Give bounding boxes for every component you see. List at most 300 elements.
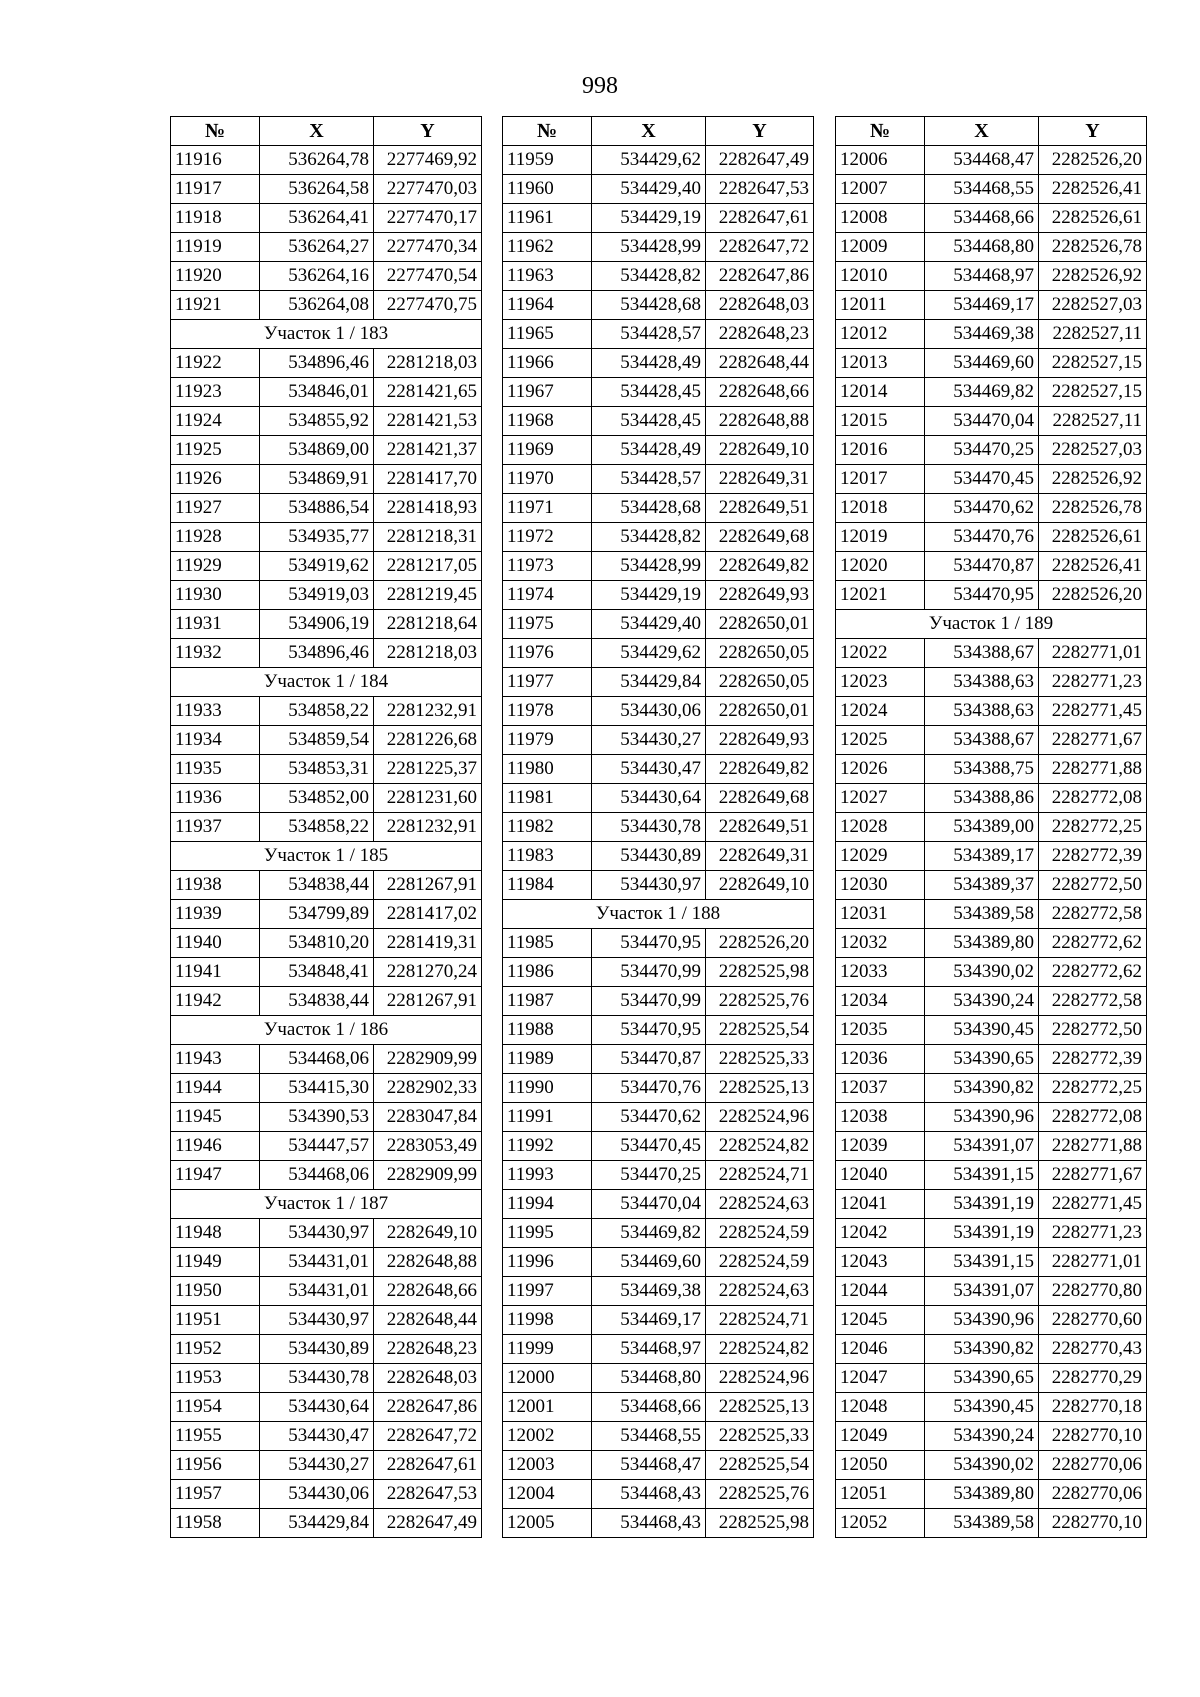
point-number: 12011 [836,291,925,320]
x-coordinate: 534390,96 [925,1103,1039,1132]
x-coordinate: 534430,89 [260,1335,374,1364]
y-coordinate: 2282649,93 [706,726,814,755]
point-number: 11986 [503,958,592,987]
y-coordinate: 2282648,03 [706,291,814,320]
point-number: 11940 [171,929,260,958]
x-coordinate: 536264,27 [260,233,374,262]
table-row [836,320,1147,349]
y-coordinate: 2277470,03 [374,175,482,204]
point-number: 11939 [171,900,260,929]
x-coordinate: 534389,80 [925,1480,1039,1509]
y-coordinate: 2282526,20 [706,929,814,958]
table-row [503,1393,814,1422]
table-row [503,1364,814,1393]
y-coordinate: 2282648,66 [374,1277,482,1306]
coordinates-table-2 [502,116,814,1538]
point-number: 11934 [171,726,260,755]
header-number: № [503,117,592,146]
table-row [836,436,1147,465]
table-row [503,1306,814,1335]
table-header-row [503,117,814,146]
table-row [503,1190,814,1219]
point-number: 11956 [171,1451,260,1480]
y-coordinate: 2281421,53 [374,407,482,436]
section-row [171,842,482,871]
y-coordinate: 2282524,63 [706,1190,814,1219]
table-row [171,1335,482,1364]
point-number: 11938 [171,871,260,900]
point-number: 12017 [836,465,925,494]
x-coordinate: 534430,89 [592,842,706,871]
table-row [836,1480,1147,1509]
point-number: 11966 [503,349,592,378]
table-row [836,755,1147,784]
x-coordinate: 534470,95 [592,929,706,958]
y-coordinate: 2282648,03 [374,1364,482,1393]
point-number: 11988 [503,1016,592,1045]
x-coordinate: 534468,66 [592,1393,706,1422]
y-coordinate: 2282909,99 [374,1045,482,1074]
point-number: 12029 [836,842,925,871]
x-coordinate: 534470,95 [592,1016,706,1045]
y-coordinate: 2282770,60 [1039,1306,1147,1335]
y-coordinate: 2281225,37 [374,755,482,784]
y-coordinate: 2282650,01 [706,697,814,726]
point-number: 11926 [171,465,260,494]
x-coordinate: 534429,19 [592,581,706,610]
point-number: 12027 [836,784,925,813]
x-coordinate: 534429,40 [592,175,706,204]
point-number: 11987 [503,987,592,1016]
point-number: 12036 [836,1045,925,1074]
point-number: 11954 [171,1393,260,1422]
x-coordinate: 536264,08 [260,291,374,320]
y-coordinate: 2282649,10 [706,871,814,900]
x-coordinate: 534810,20 [260,929,374,958]
x-coordinate: 534470,87 [925,552,1039,581]
table-row [171,610,482,639]
y-coordinate: 2282526,61 [1039,204,1147,233]
y-coordinate: 2281218,31 [374,523,482,552]
y-coordinate: 2282648,23 [706,320,814,349]
table-row [171,1393,482,1422]
x-coordinate: 534430,47 [592,755,706,784]
point-number: 12004 [503,1480,592,1509]
point-number: 11922 [171,349,260,378]
x-coordinate: 534391,07 [925,1277,1039,1306]
y-coordinate: 2282772,58 [1039,900,1147,929]
x-coordinate: 534430,64 [260,1393,374,1422]
table-row [836,1393,1147,1422]
x-coordinate: 534388,67 [925,639,1039,668]
y-coordinate: 2281418,93 [374,494,482,523]
point-number: 11949 [171,1248,260,1277]
x-coordinate: 534428,49 [592,436,706,465]
x-coordinate: 534468,80 [925,233,1039,262]
table-row [836,1016,1147,1045]
section-title: Участок 1 / 183 [171,320,482,349]
y-coordinate: 2281421,65 [374,378,482,407]
table-row [171,146,482,175]
page-number: 998 [582,73,618,99]
x-coordinate: 534470,25 [925,436,1039,465]
x-coordinate: 534429,84 [260,1509,374,1538]
table-row [171,1219,482,1248]
table-row [836,1045,1147,1074]
header-y: Y [374,117,482,146]
point-number: 12019 [836,523,925,552]
table-row [171,436,482,465]
table-row [836,1335,1147,1364]
x-coordinate: 534430,06 [592,697,706,726]
table-row [503,494,814,523]
point-number: 11973 [503,552,592,581]
header-number: № [836,117,925,146]
x-coordinate: 534799,89 [260,900,374,929]
table-row [171,639,482,668]
point-number: 11961 [503,204,592,233]
table-row [171,784,482,813]
y-coordinate: 2282772,08 [1039,784,1147,813]
table-row [836,1161,1147,1190]
y-coordinate: 2277470,75 [374,291,482,320]
table-row [836,726,1147,755]
table-row [836,1422,1147,1451]
table-row [836,465,1147,494]
x-coordinate: 534429,62 [592,639,706,668]
point-number: 11962 [503,233,592,262]
header-x: X [592,117,706,146]
section-title: Участок 1 / 185 [171,842,482,871]
x-coordinate: 534390,96 [925,1306,1039,1335]
table-row [836,291,1147,320]
x-coordinate: 536264,16 [260,262,374,291]
point-number: 11979 [503,726,592,755]
y-coordinate: 2282524,59 [706,1248,814,1277]
x-coordinate: 534391,19 [925,1190,1039,1219]
x-coordinate: 534389,58 [925,900,1039,929]
table-row [503,1219,814,1248]
y-coordinate: 2282648,88 [706,407,814,436]
y-coordinate: 2282647,72 [374,1422,482,1451]
x-coordinate: 534428,99 [592,552,706,581]
x-coordinate: 534389,80 [925,929,1039,958]
table-row [836,552,1147,581]
table-row [171,958,482,987]
y-coordinate: 2282527,15 [1039,349,1147,378]
point-number: 11929 [171,552,260,581]
x-coordinate: 534935,77 [260,523,374,552]
point-number: 11941 [171,958,260,987]
x-coordinate: 534428,45 [592,378,706,407]
point-number: 11921 [171,291,260,320]
header-y: Y [706,117,814,146]
table-row [503,262,814,291]
x-coordinate: 534430,64 [592,784,706,813]
table-row [171,204,482,233]
table-row [836,697,1147,726]
x-coordinate: 536264,41 [260,204,374,233]
x-coordinate: 534388,75 [925,755,1039,784]
x-coordinate: 534391,07 [925,1132,1039,1161]
point-number: 12039 [836,1132,925,1161]
y-coordinate: 2282527,03 [1039,291,1147,320]
y-coordinate: 2282526,41 [1039,552,1147,581]
y-coordinate: 2282524,82 [706,1335,814,1364]
table-row [503,552,814,581]
point-number: 11951 [171,1306,260,1335]
table-row [836,1248,1147,1277]
point-number: 11957 [171,1480,260,1509]
x-coordinate: 534468,97 [592,1335,706,1364]
y-coordinate: 2282772,39 [1039,842,1147,871]
y-coordinate: 2282647,72 [706,233,814,262]
y-coordinate: 2282649,51 [706,813,814,842]
table-row [171,1480,482,1509]
table-row [836,1103,1147,1132]
point-number: 11955 [171,1422,260,1451]
x-coordinate: 534415,30 [260,1074,374,1103]
x-coordinate: 534858,22 [260,697,374,726]
x-coordinate: 534470,45 [592,1132,706,1161]
table-row [503,871,814,900]
point-number: 11965 [503,320,592,349]
x-coordinate: 534869,00 [260,436,374,465]
table-row [171,1451,482,1480]
point-number: 12002 [503,1422,592,1451]
point-number: 11943 [171,1045,260,1074]
table-row [836,146,1147,175]
table-row [171,494,482,523]
y-coordinate: 2282770,80 [1039,1277,1147,1306]
point-number: 11952 [171,1335,260,1364]
table-row [836,1219,1147,1248]
point-number: 12026 [836,755,925,784]
x-coordinate: 534469,17 [925,291,1039,320]
table-row [836,1190,1147,1219]
point-number: 12043 [836,1248,925,1277]
table-row [836,668,1147,697]
point-number: 12041 [836,1190,925,1219]
table-row [503,1103,814,1132]
x-coordinate: 534468,47 [925,146,1039,175]
table-row [836,1364,1147,1393]
table-row [836,784,1147,813]
y-coordinate: 2282525,76 [706,987,814,1016]
x-coordinate: 534468,66 [925,204,1039,233]
x-coordinate: 534390,24 [925,1422,1039,1451]
point-number: 11937 [171,813,260,842]
y-coordinate: 2282649,93 [706,581,814,610]
point-number: 12013 [836,349,925,378]
y-coordinate: 2282771,01 [1039,639,1147,668]
point-number: 12037 [836,1074,925,1103]
x-coordinate: 534470,87 [592,1045,706,1074]
point-number: 11970 [503,465,592,494]
table-row [503,436,814,465]
table-row [503,1509,814,1538]
x-coordinate: 534468,97 [925,262,1039,291]
table-row [503,1248,814,1277]
point-number: 12050 [836,1451,925,1480]
y-coordinate: 2282524,71 [706,1161,814,1190]
table-row [171,813,482,842]
x-coordinate: 534390,45 [925,1393,1039,1422]
point-number: 11990 [503,1074,592,1103]
x-coordinate: 534430,78 [260,1364,374,1393]
y-coordinate: 2282770,43 [1039,1335,1147,1364]
header-x: X [925,117,1039,146]
y-coordinate: 2281218,03 [374,349,482,378]
table-row [171,1161,482,1190]
y-coordinate: 2282648,44 [706,349,814,378]
y-coordinate: 2282526,78 [1039,494,1147,523]
coordinates-table-1 [170,116,482,1538]
point-number: 11936 [171,784,260,813]
table-row [503,349,814,378]
x-coordinate: 534468,43 [592,1480,706,1509]
y-coordinate: 2281219,45 [374,581,482,610]
table-row [503,610,814,639]
table-row [836,639,1147,668]
x-coordinate: 534428,49 [592,349,706,378]
y-coordinate: 2282771,45 [1039,697,1147,726]
table-row [836,523,1147,552]
point-number: 12009 [836,233,925,262]
table-row [171,1422,482,1451]
x-coordinate: 534469,82 [592,1219,706,1248]
y-coordinate: 2282524,96 [706,1103,814,1132]
x-coordinate: 534469,38 [592,1277,706,1306]
y-coordinate: 2282525,98 [706,1509,814,1538]
x-coordinate: 534470,04 [925,407,1039,436]
table-row [171,1364,482,1393]
x-coordinate: 534447,57 [260,1132,374,1161]
table-row [503,697,814,726]
point-number: 11923 [171,378,260,407]
point-number: 12028 [836,813,925,842]
x-coordinate: 534389,37 [925,871,1039,900]
x-coordinate: 534431,01 [260,1248,374,1277]
table-row [836,1509,1147,1538]
y-coordinate: 2282525,54 [706,1451,814,1480]
point-number: 11967 [503,378,592,407]
x-coordinate: 534838,44 [260,987,374,1016]
point-number: 12010 [836,262,925,291]
x-coordinate: 534429,62 [592,146,706,175]
point-number: 11964 [503,291,592,320]
x-coordinate: 534858,22 [260,813,374,842]
y-coordinate: 2282909,99 [374,1161,482,1190]
table-row [836,1451,1147,1480]
y-coordinate: 2282770,06 [1039,1451,1147,1480]
x-coordinate: 534919,03 [260,581,374,610]
point-number: 11980 [503,755,592,784]
x-coordinate: 534859,54 [260,726,374,755]
x-coordinate: 536264,58 [260,175,374,204]
y-coordinate: 2282525,76 [706,1480,814,1509]
x-coordinate: 534919,62 [260,552,374,581]
y-coordinate: 2282525,33 [706,1045,814,1074]
point-number: 11963 [503,262,592,291]
table-row [503,1161,814,1190]
x-coordinate: 534838,44 [260,871,374,900]
table-row [503,726,814,755]
table-row [503,320,814,349]
table-row [171,1306,482,1335]
table-row [503,1335,814,1364]
table-row [503,465,814,494]
table-row [171,1509,482,1538]
point-number: 11959 [503,146,592,175]
x-coordinate: 534391,19 [925,1219,1039,1248]
point-number: 11946 [171,1132,260,1161]
x-coordinate: 534428,68 [592,291,706,320]
point-number: 11924 [171,407,260,436]
point-number: 12034 [836,987,925,1016]
section-row [171,320,482,349]
point-number: 12005 [503,1509,592,1538]
y-coordinate: 2281419,31 [374,929,482,958]
x-coordinate: 534470,99 [592,987,706,1016]
point-number: 11976 [503,639,592,668]
table-row [836,378,1147,407]
table-row [171,1045,482,1074]
point-number: 12032 [836,929,925,958]
y-coordinate: 2282650,01 [706,610,814,639]
table-row [503,233,814,262]
point-number: 11977 [503,668,592,697]
point-number: 12008 [836,204,925,233]
y-coordinate: 2282525,33 [706,1422,814,1451]
table-row [171,407,482,436]
x-coordinate: 534896,46 [260,349,374,378]
x-coordinate: 534468,55 [592,1422,706,1451]
x-coordinate: 534428,82 [592,523,706,552]
x-coordinate: 534469,82 [925,378,1039,407]
table-row [171,1248,482,1277]
y-coordinate: 2282526,78 [1039,233,1147,262]
point-number: 11974 [503,581,592,610]
table-row [171,755,482,784]
y-coordinate: 2282771,23 [1039,1219,1147,1248]
x-coordinate: 534391,15 [925,1248,1039,1277]
point-number: 12015 [836,407,925,436]
point-number: 11998 [503,1306,592,1335]
point-number: 12048 [836,1393,925,1422]
x-coordinate: 534853,31 [260,755,374,784]
x-coordinate: 534390,82 [925,1074,1039,1103]
point-number: 11917 [171,175,260,204]
table-row [503,1480,814,1509]
table-row [503,1277,814,1306]
table-row [503,929,814,958]
table-row [171,552,482,581]
point-number: 11985 [503,929,592,958]
x-coordinate: 534429,19 [592,204,706,233]
point-number: 12020 [836,552,925,581]
point-number: 12012 [836,320,925,349]
x-coordinate: 534470,04 [592,1190,706,1219]
table-row [171,929,482,958]
y-coordinate: 2282771,23 [1039,668,1147,697]
x-coordinate: 534469,17 [592,1306,706,1335]
y-coordinate: 2282649,82 [706,755,814,784]
point-number: 12051 [836,1480,925,1509]
table-row [171,291,482,320]
table-row [503,755,814,784]
table-row [171,1103,482,1132]
